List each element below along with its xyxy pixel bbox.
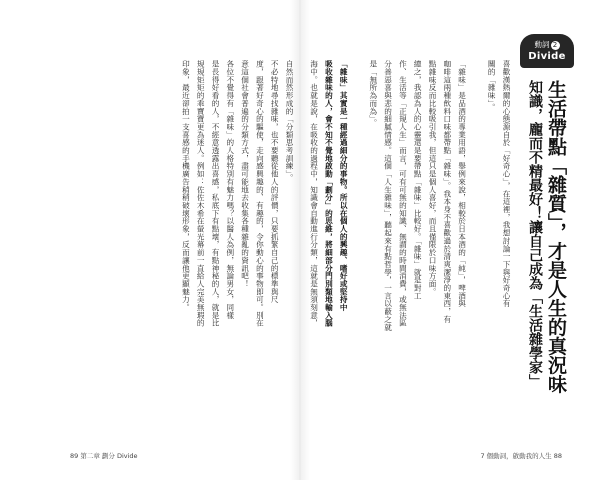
section-title: 生活帶點「雜質」，才是人生的真況味 (545, 80, 567, 394)
body-column: 印象，最近卻拍一支喜感的手機廣告稍稍破壞形象，反而讓他更顯魅力。 (181, 60, 191, 312)
body-column: 規規矩矩的乖寶寶更為迷人。例如：佐佐木希在螢光幕前一直給人完美無瑕的 (196, 60, 206, 327)
chapter-tag (520, 34, 574, 68)
body-column: 不必特地尋找雜味，也不要聽從他人的評價，只要抓緊自己的標準與尺 (270, 60, 280, 304)
chapter-tag-label: 動詞 (534, 40, 550, 49)
body-column: 咖啡這兩種飲料口味都帶點「雜味」。我本身不喜歡過於清爽潔淨的東西，有 (442, 60, 452, 324)
body-column: 點雜味反而比較吸引我，但這只是個人喜好，而且僅限於口味方面。 (428, 60, 437, 296)
body-column: 自然而然形成的「分類思考訓練」。 (285, 60, 294, 182)
body-column (469, 60, 483, 432)
body-column: 喜歡漢熱爾的心態源自於「好奇心」，在這裡，我想討論一下與好奇心有 (502, 60, 511, 308)
body-column: 是「無所為而為」。 (368, 60, 378, 127)
body-column: 關的「雜味」。 (487, 60, 497, 112)
body-column: 各位不覺得有「雜味」的人格特別有魅力嗎？以醫人為例，無論男女，同樣 (225, 60, 235, 320)
chapter-tag-line (520, 39, 574, 50)
body-column: 是長得好看的人，不經意透露出喜感，私底下有點壞，有點神秘的人，就是比 (211, 60, 220, 327)
body-column: 意這個社會普遍的分類方式，盡可能地去收集各種雜亂的資訊吧！ (240, 60, 250, 288)
body-column: 「雜味」是品酒的專業用語，舉例來說，相較於日本酒的「純」，啤酒與 (457, 60, 467, 308)
body-column: 「雜味」其實是一種經過細分的事物。所以在個人的興趣、嗜好或堅持中 (339, 60, 349, 312)
chapter-tag-word: Divide (528, 51, 566, 62)
body-column: 分善惡喜與悲的細膩情感。這個「人生雜味」，聽起來有點哲學，一言以蔽之就 (383, 60, 393, 331)
folio-right: 7 個動詞，啟動我的人生 88 (480, 452, 562, 460)
body-column (351, 60, 365, 432)
section-subtitle: 知識，龐而不精最好！讓自己成為「生活雜學家」 (527, 80, 543, 388)
folio-left: 89 第二章 劃分 Divide (70, 452, 138, 460)
body-column: 吸收雜味的人，會不知不覺地啟動「劃分」的思維，將細部分門別類地輸入腦 (324, 60, 334, 327)
body-column: 海中。也就是說，在吸收的過程中，知識會自動進行分類，這就是無須刻意， (309, 60, 319, 327)
body-column: 度，跟著好奇心的驅使，走向感興趣的、有趣的，令你動心的事物即可。別在 (255, 60, 265, 327)
body-column: 作、生活等「正規人生」而言，可有可無的知識、無謂的時間消費，或無法區 (398, 60, 408, 327)
chapter-number-badge: 2 (551, 41, 560, 50)
body-column: 總之，我認為人的心靈還是要帶點「雜味」比較好。「雜味」就是對工 (413, 60, 423, 300)
